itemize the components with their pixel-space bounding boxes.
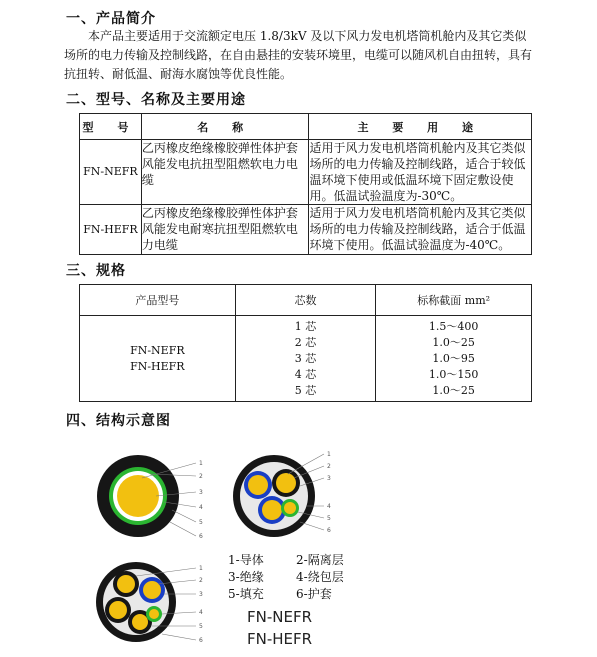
cross-section: 1.0～95 — [432, 351, 475, 365]
section-3-title: 三、规格 — [66, 263, 126, 279]
cross-section: 1.0～25 — [432, 383, 475, 397]
core-count: 1 芯 — [294, 319, 317, 333]
section-2-title: 二、型号、名称及主要用途 — [66, 92, 246, 108]
core-count: 2 芯 — [294, 335, 317, 349]
cross-section: 1.0～150 — [428, 367, 479, 381]
legend-row — [228, 586, 364, 603]
callout-label: 1 — [199, 565, 203, 572]
row1-use: 适用于风力发电机塔筒机舱内及其它类似场所的电力传输及控制线路，适合于较低温环境下使用或低温环境下固定敷设使用。低温试验温度为-30℃。 — [309, 140, 532, 205]
th-section: 标称截面 mm² — [376, 285, 532, 316]
spec-table — [79, 284, 532, 402]
legend-item: 4-绕包层 — [296, 570, 344, 584]
callout-label: 6 — [199, 533, 203, 540]
th-product-model: 产品型号 — [80, 285, 236, 316]
th-model: 型 号 — [80, 114, 142, 140]
th-name: 名 称 — [141, 114, 309, 140]
single-core-diagram — [90, 448, 220, 548]
row2-name: 乙丙橡皮绝缘橡胶弹性体护套风能发电耐寒抗扭型阻燃软电力电缆 — [141, 205, 309, 255]
conductor — [276, 473, 296, 493]
structure-legend — [228, 552, 364, 603]
row1-model: FN-NEFR — [80, 140, 142, 205]
multi-core-diagram — [96, 556, 216, 656]
callout-label: 1 — [199, 460, 203, 467]
callout-label: 6 — [327, 527, 331, 534]
conductor — [109, 601, 127, 619]
model-table — [79, 113, 532, 255]
conductor — [262, 500, 282, 520]
conductor — [149, 609, 159, 619]
spec-model: FN-HEFR — [130, 359, 185, 373]
row1-name: 乙丙橡皮绝缘橡胶弹性体护套风能发电抗扭型阻燃软电力电缆 — [141, 140, 309, 205]
core-count: 3 芯 — [294, 351, 317, 365]
callout-label: 2 — [199, 577, 203, 584]
row2-model: FN-HEFR — [80, 205, 142, 255]
th-cores: 芯数 — [235, 285, 376, 316]
callout-label: 2 — [327, 463, 331, 470]
callout-label: 3 — [199, 489, 203, 496]
legend-item: 2-隔离层 — [296, 553, 344, 567]
conductor — [117, 575, 135, 593]
th-use: 主 要 用 途 — [309, 114, 532, 140]
legend-item: 5-填充 — [228, 587, 264, 601]
callout-label: 4 — [199, 504, 203, 511]
legend-row — [228, 552, 364, 569]
legend-item: 6-护套 — [296, 587, 332, 601]
core-count: 5 芯 — [294, 383, 317, 397]
callout-label: 5 — [327, 515, 331, 522]
core-count: 4 芯 — [294, 367, 317, 381]
callout-label: 5 — [199, 623, 203, 630]
callout-label: 2 — [199, 473, 203, 480]
conductor — [132, 614, 148, 630]
callout-label: 3 — [327, 475, 331, 482]
cross-section: 1.5～400 — [428, 319, 479, 333]
spec-models — [80, 316, 236, 402]
spec-sections — [376, 316, 532, 402]
callout-label: 1 — [327, 451, 331, 458]
legend-item: 1-导体 — [228, 553, 264, 567]
section-4-title: 四、结构示意图 — [66, 413, 171, 429]
conductor — [284, 502, 296, 514]
row2-use: 适用于风力发电机塔筒机舱内及其它类似场所的电力传输及控制线路，适合于低温环境下使用。低温试验温度为-40℃。 — [309, 205, 532, 255]
spec-cores — [235, 316, 376, 402]
section-1-title: 一、产品简介 — [66, 11, 156, 27]
spec-model: FN-NEFR — [130, 343, 185, 357]
callout-label: 4 — [199, 609, 203, 616]
cross-section: 1.0～25 — [432, 335, 475, 349]
model-name: FN-NEFR — [247, 608, 313, 626]
product-intro — [64, 27, 532, 84]
callout-label: 4 — [327, 503, 331, 510]
three-core-diagram — [228, 446, 348, 550]
legend-item: 3-绝缘 — [228, 570, 264, 584]
conductor — [117, 475, 159, 517]
legend-row — [228, 569, 364, 586]
intro-text: 本产品主要适用于交流额定电压 1.8/3kV 及以下风力发电机塔筒机舱内及其它类似场所的电力传输及控制线路，在自由悬挂的安装环境里，电缆可以随风机自由扭转，具有抗扭转、耐低温、耐海水腐蚀等优良性能。 — [64, 29, 533, 81]
model-name: FN-HEFR — [247, 630, 313, 648]
conductor — [248, 475, 268, 495]
callout-label: 3 — [199, 591, 203, 598]
callout-label: 6 — [199, 637, 203, 644]
callout-label: 5 — [199, 519, 203, 526]
